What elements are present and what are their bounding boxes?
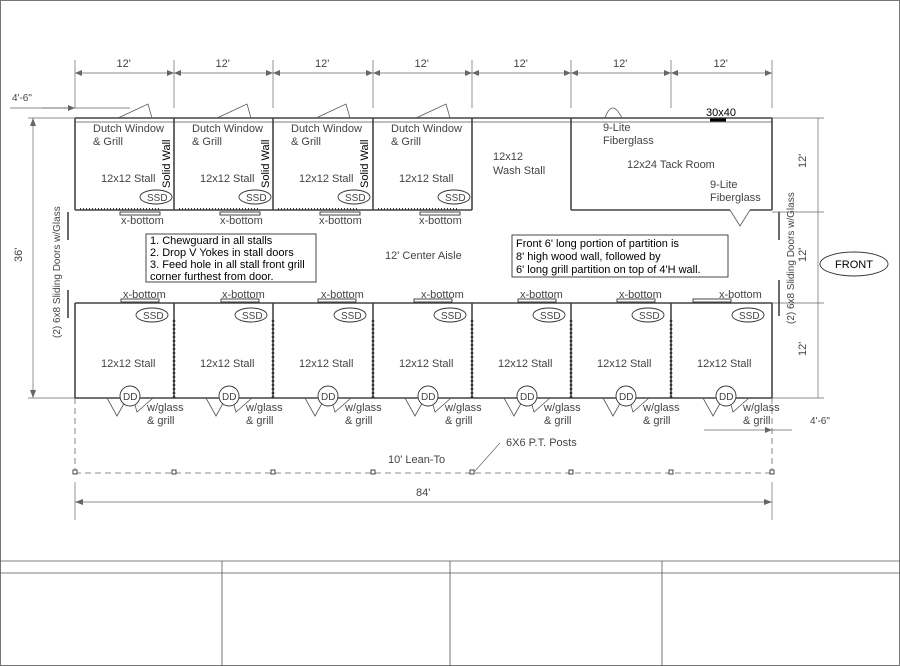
dd-label-7: DD xyxy=(719,392,734,403)
ssd-label-top-1: SSD xyxy=(147,193,168,204)
lean-to-label: 10' Lean-To xyxy=(388,454,446,466)
solid-wall-label-2: Solid Wall xyxy=(260,139,272,188)
xbottom-bottom-2: x-bottom xyxy=(222,289,265,301)
dd-label-5: DD xyxy=(520,392,535,403)
tack-window-2-line2: Fiberglass xyxy=(710,192,761,204)
note-left-3: 3. Feed hole in all stall front grill xyxy=(150,259,305,271)
overall-label: 84' xyxy=(416,487,431,499)
top-dimensions xyxy=(75,58,772,108)
ssd-label-bottom-1: SSD xyxy=(143,311,164,322)
dutch-window-label-3: Dutch Window xyxy=(291,123,362,135)
bottom-stall-label-1: 12x12 Stall xyxy=(101,358,156,370)
right-dim-2: 12' xyxy=(797,247,809,262)
center-aisle-label: 12' Center Aisle xyxy=(385,250,462,262)
offset-dimension-left xyxy=(10,93,130,111)
top-stall-label-2: 12x12 Stall xyxy=(200,173,255,185)
left-sliding-doors: (2) 6x8 Sliding Doors w/Glass xyxy=(52,206,63,338)
ssd-label-bottom-7: SSD xyxy=(739,311,760,322)
dutch-window-label-4: Dutch Window xyxy=(391,123,462,135)
bay-dimension-5: 12' xyxy=(513,58,528,70)
note-right-2: 8' high wood wall, followed by xyxy=(516,251,661,263)
bottom-stall-label-5: 12x12 Stall xyxy=(498,358,553,370)
note-left-4: corner furthest from door. xyxy=(150,271,274,283)
note-left-2: 2. Drop V Yokes in stall doors xyxy=(150,247,294,259)
top-stall-label-4: 12x12 Stall xyxy=(399,173,454,185)
ssd-label-top-3: SSD xyxy=(345,193,366,204)
bottom-stall-label-3: 12x12 Stall xyxy=(299,358,354,370)
right-dim-1: 12' xyxy=(797,153,809,168)
door-grill-label-7: & grill xyxy=(743,415,771,427)
dutch-window-label-2: Dutch Window xyxy=(192,123,263,135)
xbottom-bottom-7: x-bottom xyxy=(719,289,762,301)
dd-label-4: DD xyxy=(421,392,436,403)
right-dimensions xyxy=(772,118,824,398)
bay-dimension-1: 12' xyxy=(116,58,131,70)
tack-room-label: 12x24 Tack Room xyxy=(627,159,715,171)
window-size-label: 30x40 xyxy=(706,107,736,119)
ssd-label-top-2: SSD xyxy=(246,193,267,204)
note-right-1: Front 6' long portion of partition is xyxy=(516,238,679,250)
right-dim-3: 12' xyxy=(797,341,809,356)
bay-dimension-7: 12' xyxy=(713,58,728,70)
door-grill-label-3: & grill xyxy=(345,415,373,427)
door-grill-label-2: & grill xyxy=(246,415,274,427)
ssd-label-bottom-5: SSD xyxy=(540,311,561,322)
bottom-stall-label-2: 12x12 Stall xyxy=(200,358,255,370)
xbottom-bottom-3: x-bottom xyxy=(321,289,364,301)
dd-label-2: DD xyxy=(222,392,237,403)
door-grill-label-1: & grill xyxy=(147,415,175,427)
title-block xyxy=(0,561,900,666)
door-glass-label-3: w/glass xyxy=(345,402,382,414)
ssd-label-bottom-3: SSD xyxy=(341,311,362,322)
tack-window-1-line1: 9-Lite xyxy=(603,122,631,134)
door-grill-label-5: & grill xyxy=(544,415,572,427)
dutch-window-grill-4: & Grill xyxy=(391,136,421,148)
solid-wall-label-3: Solid Wall xyxy=(359,139,371,188)
bay-dimension-3: 12' xyxy=(315,58,330,70)
note-left-1: 1. Chewguard in all stalls xyxy=(150,235,273,247)
tack-window-2-line1: 9-Lite xyxy=(710,179,738,191)
bay-dimension-2: 12' xyxy=(215,58,230,70)
dd-label-1: DD xyxy=(123,392,138,403)
bottom-row-labels xyxy=(101,289,780,427)
bottom-stall-label-6: 12x12 Stall xyxy=(597,358,652,370)
front-label: FRONT xyxy=(835,259,873,271)
dd-label-6: DD xyxy=(619,392,634,403)
bay-dimension-6: 12' xyxy=(613,58,628,70)
xbottom-bottom-5: x-bottom xyxy=(520,289,563,301)
door-glass-label-2: w/glass xyxy=(246,402,283,414)
door-grill-label-4: & grill xyxy=(445,415,473,427)
offset-right-label: 4'-6" xyxy=(810,416,830,427)
door-glass-label-6: w/glass xyxy=(643,402,680,414)
door-grill-label-6: & grill xyxy=(643,415,671,427)
xbottom-top-3: x-bottom xyxy=(319,215,362,227)
offset-left-label: 4'-6" xyxy=(12,93,32,104)
door-glass-label-7: w/glass xyxy=(743,402,780,414)
top-stall-label-3: 12x12 Stall xyxy=(299,173,354,185)
xbottom-top-2: x-bottom xyxy=(220,215,263,227)
xbottom-top-1: x-bottom xyxy=(121,215,164,227)
tack-window-1-line2: Fiberglass xyxy=(603,135,654,147)
ssd-label-bottom-4: SSD xyxy=(441,311,462,322)
dutch-window-grill-1: & Grill xyxy=(93,136,123,148)
dutch-window-grill-2: & Grill xyxy=(192,136,222,148)
xbottom-top-4: x-bottom xyxy=(419,215,462,227)
xbottom-bottom-6: x-bottom xyxy=(619,289,662,301)
dutch-window-label-1: Dutch Window xyxy=(93,123,164,135)
solid-wall-label-1: Solid Wall xyxy=(161,139,173,188)
dutch-window-grill-3: & Grill xyxy=(291,136,321,148)
wash-stall-size: 12x12 xyxy=(493,151,523,163)
right-sliding-doors: (2) 6x8 Sliding Doors w/Glass xyxy=(786,192,797,324)
door-glass-label-5: w/glass xyxy=(544,402,581,414)
note-right-3: 6' long grill partition on top of 4'H wall. xyxy=(516,264,701,276)
depth-label: 36' xyxy=(13,247,25,262)
bottom-stall-label-7: 12x12 Stall xyxy=(697,358,752,370)
top-stall-label-1: 12x12 Stall xyxy=(101,173,156,185)
xbottom-bottom-1: x-bottom xyxy=(123,289,166,301)
depth-dimension xyxy=(13,118,75,398)
wash-stall-label: Wash Stall xyxy=(493,165,546,177)
ssd-label-bottom-2: SSD xyxy=(242,311,263,322)
bottom-stall-label-4: 12x12 Stall xyxy=(399,358,454,370)
ssd-label-bottom-6: SSD xyxy=(639,311,660,322)
xbottom-bottom-4: x-bottom xyxy=(421,289,464,301)
overall-dimension xyxy=(75,482,772,520)
posts-label: 6X6 P.T. Posts xyxy=(506,437,577,449)
top-row-labels xyxy=(93,123,470,227)
door-glass-label-4: w/glass xyxy=(445,402,482,414)
bay-dimension-4: 12' xyxy=(414,58,429,70)
ssd-label-top-4: SSD xyxy=(445,193,466,204)
door-glass-label-1: w/glass xyxy=(147,402,184,414)
dd-label-3: DD xyxy=(321,392,336,403)
